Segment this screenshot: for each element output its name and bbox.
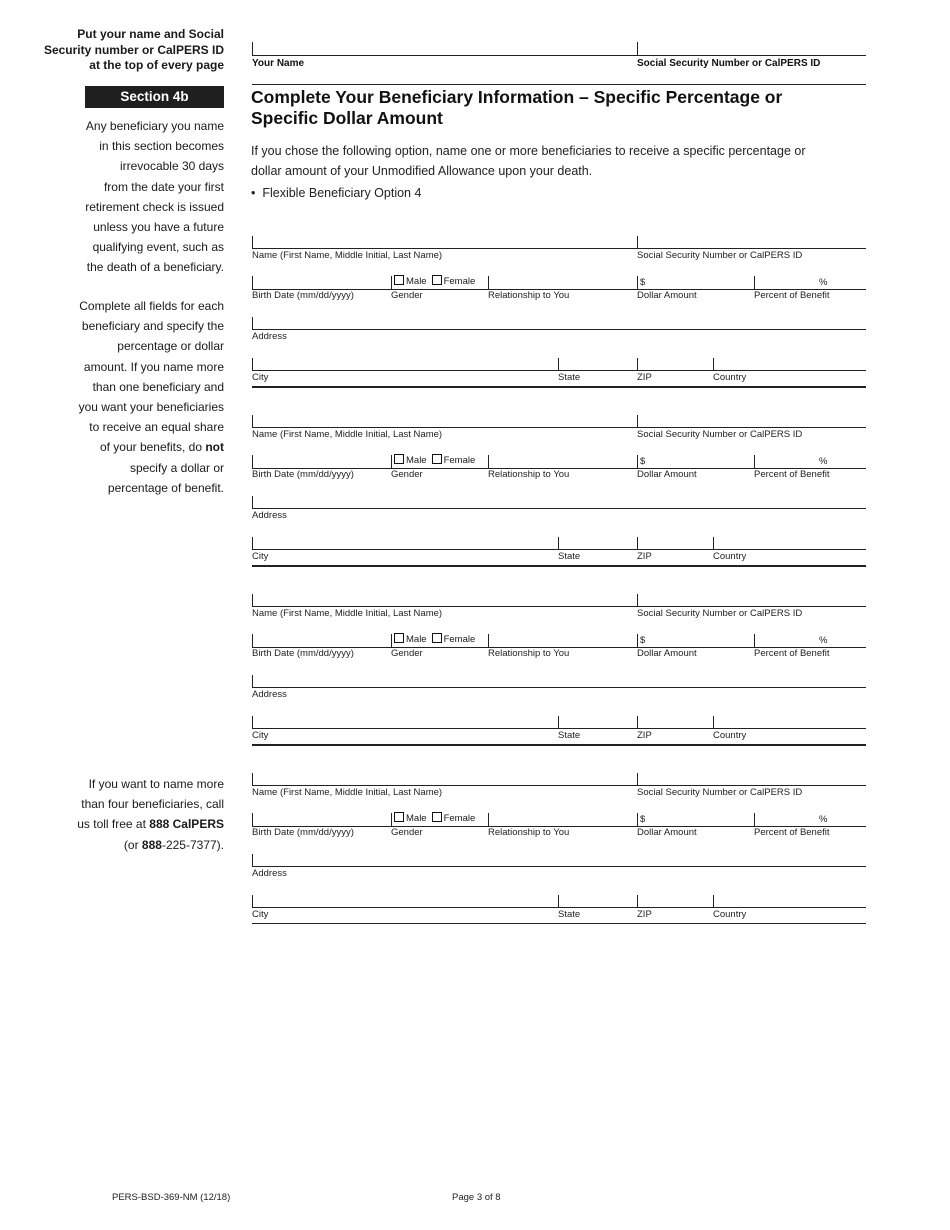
note-line: irrevocable 30 days xyxy=(119,159,224,174)
male-checkbox[interactable] xyxy=(394,633,404,643)
zip-label: ZIP xyxy=(637,372,652,383)
ssn-label: Social Security Number or CalPERS ID xyxy=(637,608,803,619)
female-label: Female xyxy=(443,813,476,824)
relationship-label: Relationship to You xyxy=(488,827,570,838)
city-label: City xyxy=(252,909,269,920)
percent-sign: % xyxy=(819,814,828,825)
city-field[interactable] xyxy=(252,907,866,908)
gender-options xyxy=(394,275,480,287)
section-tag: Section 4b xyxy=(85,86,224,108)
note-line: than four beneficiaries, call xyxy=(81,797,224,812)
relationship-tick xyxy=(488,634,489,647)
dollar-amount-label: Dollar Amount xyxy=(637,648,697,659)
male-label: Male xyxy=(406,634,427,645)
percent-sign: % xyxy=(819,635,828,646)
birth-date-tick xyxy=(252,276,253,289)
note-line: amount. If you name more xyxy=(83,359,224,374)
block-separator xyxy=(252,923,866,924)
your-name-label: Your Name xyxy=(252,58,305,69)
relationship-tick xyxy=(488,813,489,826)
gender-options xyxy=(394,454,480,466)
birth-date-tick xyxy=(252,634,253,647)
gender-label: Gender xyxy=(391,827,423,838)
dollar-tick xyxy=(637,813,638,826)
country-label: Country xyxy=(713,551,747,562)
male-label: Male xyxy=(406,276,427,287)
note-line xyxy=(77,835,224,855)
name-label: Name (First Name, Middle Initial, Last Name) xyxy=(252,608,443,619)
note-line: from the date your first xyxy=(103,179,224,194)
block-separator xyxy=(252,386,866,388)
state-label: State xyxy=(558,730,581,741)
state-label: State xyxy=(558,551,581,562)
percent-tick xyxy=(754,634,755,647)
complete-fields-note xyxy=(79,296,224,498)
city-field[interactable] xyxy=(252,728,866,729)
country-label: Country xyxy=(713,909,747,920)
country-label: Country xyxy=(713,730,747,741)
address-label: Address xyxy=(252,510,287,521)
gender-tick xyxy=(391,276,392,289)
birth-date-label: Birth Date (mm/dd/yyyy) xyxy=(252,469,354,480)
beneficiary-name-field[interactable] xyxy=(252,785,866,786)
male-label: Male xyxy=(406,455,427,466)
gender-tick xyxy=(391,813,392,826)
address-field[interactable] xyxy=(252,329,866,330)
gender-tick xyxy=(391,634,392,647)
zip-label: ZIP xyxy=(637,730,652,741)
header-rule xyxy=(252,84,866,85)
city-label: City xyxy=(252,730,269,741)
zip-label: ZIP xyxy=(637,551,652,562)
gender-options xyxy=(394,633,480,645)
block-separator xyxy=(252,744,866,746)
ssn-label: Social Security Number or CalPERS ID xyxy=(637,250,803,261)
note-line xyxy=(79,437,224,457)
address-field[interactable] xyxy=(252,866,866,867)
dollar-sign: $ xyxy=(640,635,646,646)
female-option[interactable] xyxy=(432,455,476,466)
dollar-tick xyxy=(637,276,638,289)
note-line: in this section becomes xyxy=(99,139,224,154)
your-name-tick xyxy=(252,42,253,56)
relationship-tick xyxy=(488,276,489,289)
female-checkbox[interactable] xyxy=(432,633,442,643)
note-line: qualifying event, such as xyxy=(92,240,224,255)
dollar-amount-label: Dollar Amount xyxy=(637,469,697,480)
birth-date-label: Birth Date (mm/dd/yyyy) xyxy=(252,648,354,659)
city-label: City xyxy=(252,372,269,383)
percent-of-benefit-label: Percent of Benefit xyxy=(754,827,830,838)
address-field[interactable] xyxy=(252,687,866,688)
name-label: Name (First Name, Middle Initial, Last Name) xyxy=(252,429,443,440)
birth-date-label: Birth Date (mm/dd/yyyy) xyxy=(252,827,354,838)
note-line: to receive an equal share xyxy=(89,420,224,435)
address-label: Address xyxy=(252,331,287,342)
male-checkbox[interactable] xyxy=(394,275,404,285)
note-line xyxy=(77,814,224,834)
percent-of-benefit-label: Percent of Benefit xyxy=(754,469,830,480)
block-separator xyxy=(252,565,866,567)
female-checkbox[interactable] xyxy=(432,812,442,822)
note-text: us toll free at xyxy=(77,817,150,832)
relationship-label: Relationship to You xyxy=(488,648,570,659)
female-checkbox[interactable] xyxy=(432,275,442,285)
your-name-field[interactable] xyxy=(252,55,866,56)
beneficiary-name-field[interactable] xyxy=(252,606,866,607)
male-checkbox[interactable] xyxy=(394,812,404,822)
ssn-label: Social Security Number or CalPERS ID xyxy=(637,429,803,440)
beneficiary-name-field[interactable] xyxy=(252,248,866,249)
gender-options xyxy=(394,812,480,824)
relationship-label: Relationship to You xyxy=(488,290,570,301)
page-title: Complete Your Beneficiary Information – Specific Percentage or Specific Dollar Amount xyxy=(251,87,783,128)
percent-of-benefit-label: Percent of Benefit xyxy=(754,290,830,301)
zip-label: ZIP xyxy=(637,909,652,920)
state-label: State xyxy=(558,909,581,920)
birth-date-label: Birth Date (mm/dd/yyyy) xyxy=(252,290,354,301)
note-line: percentage of benefit. xyxy=(107,480,224,495)
birth-date-tick xyxy=(252,813,253,826)
city-label: City xyxy=(252,551,269,562)
birth-date-tick xyxy=(252,455,253,468)
irrevocable-note xyxy=(85,116,224,278)
note-line: If you want to name more xyxy=(88,777,224,791)
note-line: percentage or dollar xyxy=(117,339,224,354)
gender-label: Gender xyxy=(391,469,423,480)
option-label: Flexible Beneficiary Option 4 xyxy=(262,186,422,200)
dollar-sign: $ xyxy=(640,277,646,288)
dollar-tick xyxy=(637,634,638,647)
intro-text: If you chose the following option, name one or more beneficiaries to receive a specific percentage or dollar amount of your Unmodified Allowance upon your death. xyxy=(251,144,806,178)
dollar-amount-label: Dollar Amount xyxy=(637,290,697,301)
male-label: Male xyxy=(406,813,427,824)
female-option[interactable] xyxy=(432,813,476,824)
dollar-tick xyxy=(637,455,638,468)
address-field[interactable] xyxy=(252,508,866,509)
female-label: Female xyxy=(443,276,476,287)
dollar-sign: $ xyxy=(640,456,646,467)
ssn-label: Social Security Number or CalPERS ID xyxy=(637,58,821,69)
note-line: unless you have a future xyxy=(93,220,224,235)
name-label: Name (First Name, Middle Initial, Last Name) xyxy=(252,787,443,798)
female-label: Female xyxy=(443,455,476,466)
gender-label: Gender xyxy=(391,290,423,301)
gender-label: Gender xyxy=(391,648,423,659)
male-option[interactable] xyxy=(394,455,427,466)
page-number: Page 3 of 8 xyxy=(452,1192,501,1203)
note-line: Complete all fields for each xyxy=(79,299,224,313)
percent-of-benefit-label: Percent of Benefit xyxy=(754,648,830,659)
ssn-tick xyxy=(637,42,638,56)
gender-tick xyxy=(391,455,392,468)
note-line: Any beneficiary you name xyxy=(85,119,224,133)
percent-tick xyxy=(754,276,755,289)
top-instruction xyxy=(44,27,224,74)
address-label: Address xyxy=(252,868,287,879)
percent-tick xyxy=(754,455,755,468)
male-option[interactable] xyxy=(394,813,427,824)
name-label: Name (First Name, Middle Initial, Last Name) xyxy=(252,250,443,261)
city-field[interactable] xyxy=(252,549,866,550)
address-label: Address xyxy=(252,689,287,700)
state-label: State xyxy=(558,372,581,383)
note-line: the death of a beneficiary. xyxy=(86,260,224,275)
top-instruction-line: Put your name and Social xyxy=(77,27,224,41)
phone-prefix: 888 xyxy=(141,837,162,852)
male-option[interactable] xyxy=(394,276,427,287)
option-bullet: • Flexible Beneficiary Option 4 xyxy=(251,186,422,200)
ssn-label: Social Security Number or CalPERS ID xyxy=(637,787,803,798)
percent-tick xyxy=(754,813,755,826)
female-checkbox[interactable] xyxy=(432,454,442,464)
female-label: Female xyxy=(443,634,476,645)
note-line: you want your beneficiaries xyxy=(78,400,224,415)
female-option[interactable] xyxy=(432,634,476,645)
male-checkbox[interactable] xyxy=(394,454,404,464)
note-text: (or xyxy=(123,837,142,852)
note-emphasis: not xyxy=(205,440,224,455)
more-beneficiaries-note xyxy=(77,774,224,855)
phone-word: 888 CalPERS xyxy=(149,817,224,832)
dollar-amount-label: Dollar Amount xyxy=(637,827,697,838)
country-label: Country xyxy=(713,372,747,383)
note-text: of your benefits, do xyxy=(99,440,206,455)
city-field[interactable] xyxy=(252,370,866,371)
note-line: than one beneficiary and xyxy=(92,379,224,394)
percent-sign: % xyxy=(819,277,828,288)
relationship-tick xyxy=(488,455,489,468)
male-option[interactable] xyxy=(394,634,427,645)
note-line: specify a dollar or xyxy=(129,460,224,475)
phone-rest: -225-7377). xyxy=(161,837,224,852)
top-instruction-line: Security number or CalPERS ID xyxy=(43,42,224,57)
female-option[interactable] xyxy=(432,276,476,287)
relationship-label: Relationship to You xyxy=(488,469,570,480)
form-id: PERS-BSD-369-NM (12/18) xyxy=(112,1192,231,1203)
top-instruction-line: at the top of every page xyxy=(89,58,224,72)
note-line: retirement check is issued xyxy=(85,199,224,214)
beneficiary-name-field[interactable] xyxy=(252,427,866,428)
note-line: beneficiary and specify the xyxy=(81,319,224,334)
dollar-sign: $ xyxy=(640,814,646,825)
percent-sign: % xyxy=(819,456,828,467)
